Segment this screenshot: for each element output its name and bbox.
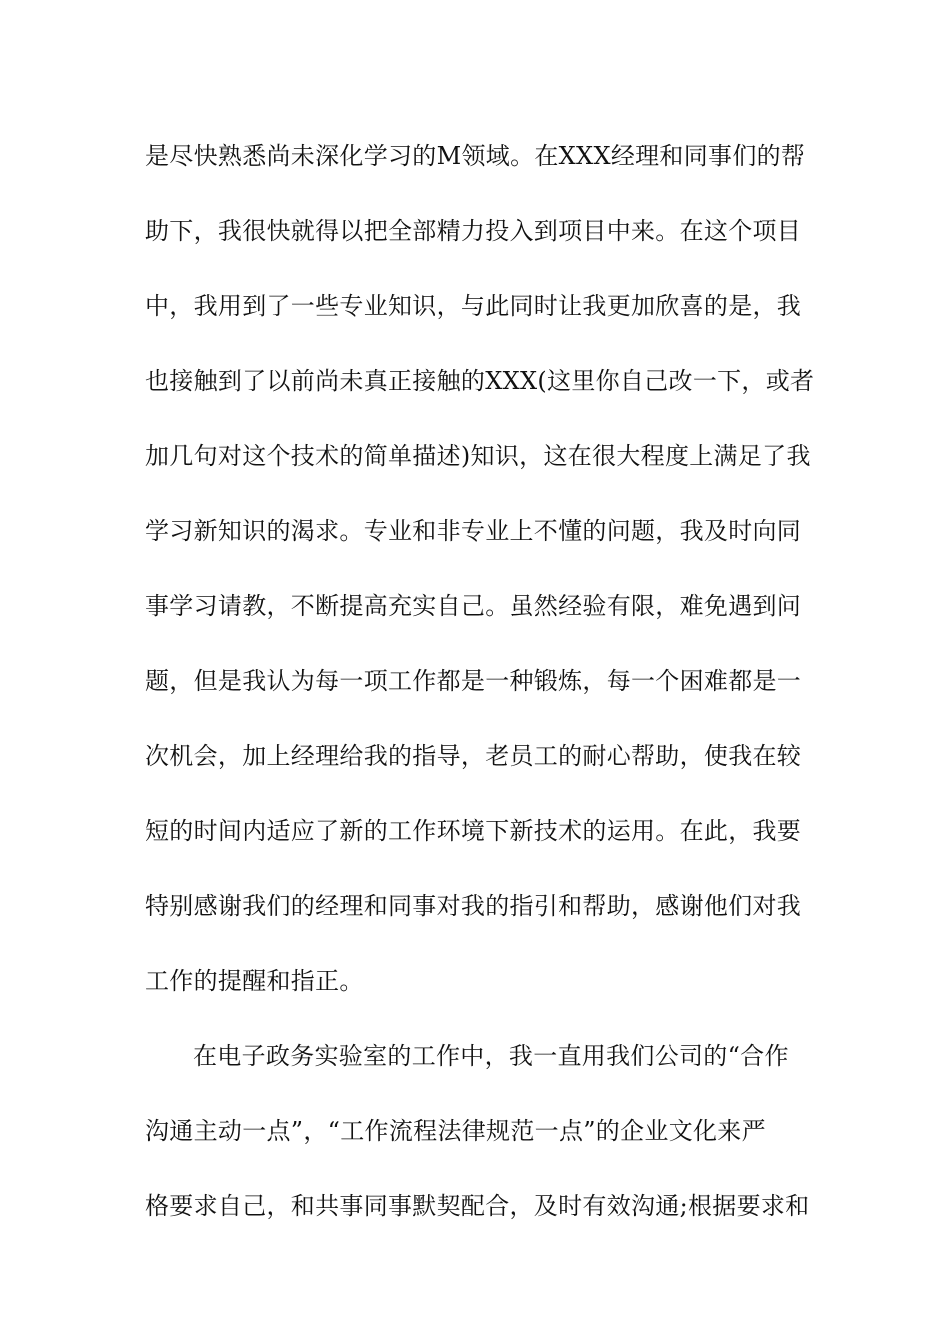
text-line: 次机会，加上经理给我的指导，老员工的耐心帮助，使我在较 [145, 742, 802, 770]
document-body [145, 132, 815, 1257]
text-line: 是尽快熟悉尚未深化学习的M领域。在XXX经理和同事们的帮 [145, 142, 806, 170]
text-line: 加几句对这个技术的简单描述)知识，这在很大程度上满足了我 [145, 442, 811, 470]
text-line: 事学习请教，不断提高充实自己。虽然经验有限，难免遇到问 [145, 592, 802, 620]
text-line: 助下，我很快就得以把全部精力投入到项目中来。在这个项目 [145, 217, 802, 245]
text-line: 学习新知识的渴求。专业和非专业上不懂的问题，我及时向同 [145, 517, 802, 545]
text-line: 沟通主动一点”，“工作流程法律规范一点”的企业文化来严 [145, 1117, 766, 1145]
text-line: 工作的提醒和指正。 [145, 967, 364, 995]
text-line: 特别感谢我们的经理和同事对我的指引和帮助，感谢他们对我 [145, 892, 802, 920]
text-line: 也接触到了以前尚未真正接触的XXX(这里你自己改一下，或者 [145, 367, 815, 395]
text-line: 格要求自己，和共事同事默契配合，及时有效沟通;根据要求和 [145, 1192, 810, 1220]
paragraph-first-line: 在电子政务实验室的工作中，我一直用我们公司的“合作 [193, 1042, 789, 1070]
text-line: 题，但是我认为每一项工作都是一种锻炼，每一个困难都是一 [145, 667, 802, 695]
text-line: 短的时间内适应了新的工作环境下新技术的运用。在此，我要 [145, 817, 802, 845]
text-line: 中，我用到了一些专业知识，与此同时让我更加欣喜的是，我 [145, 292, 802, 320]
